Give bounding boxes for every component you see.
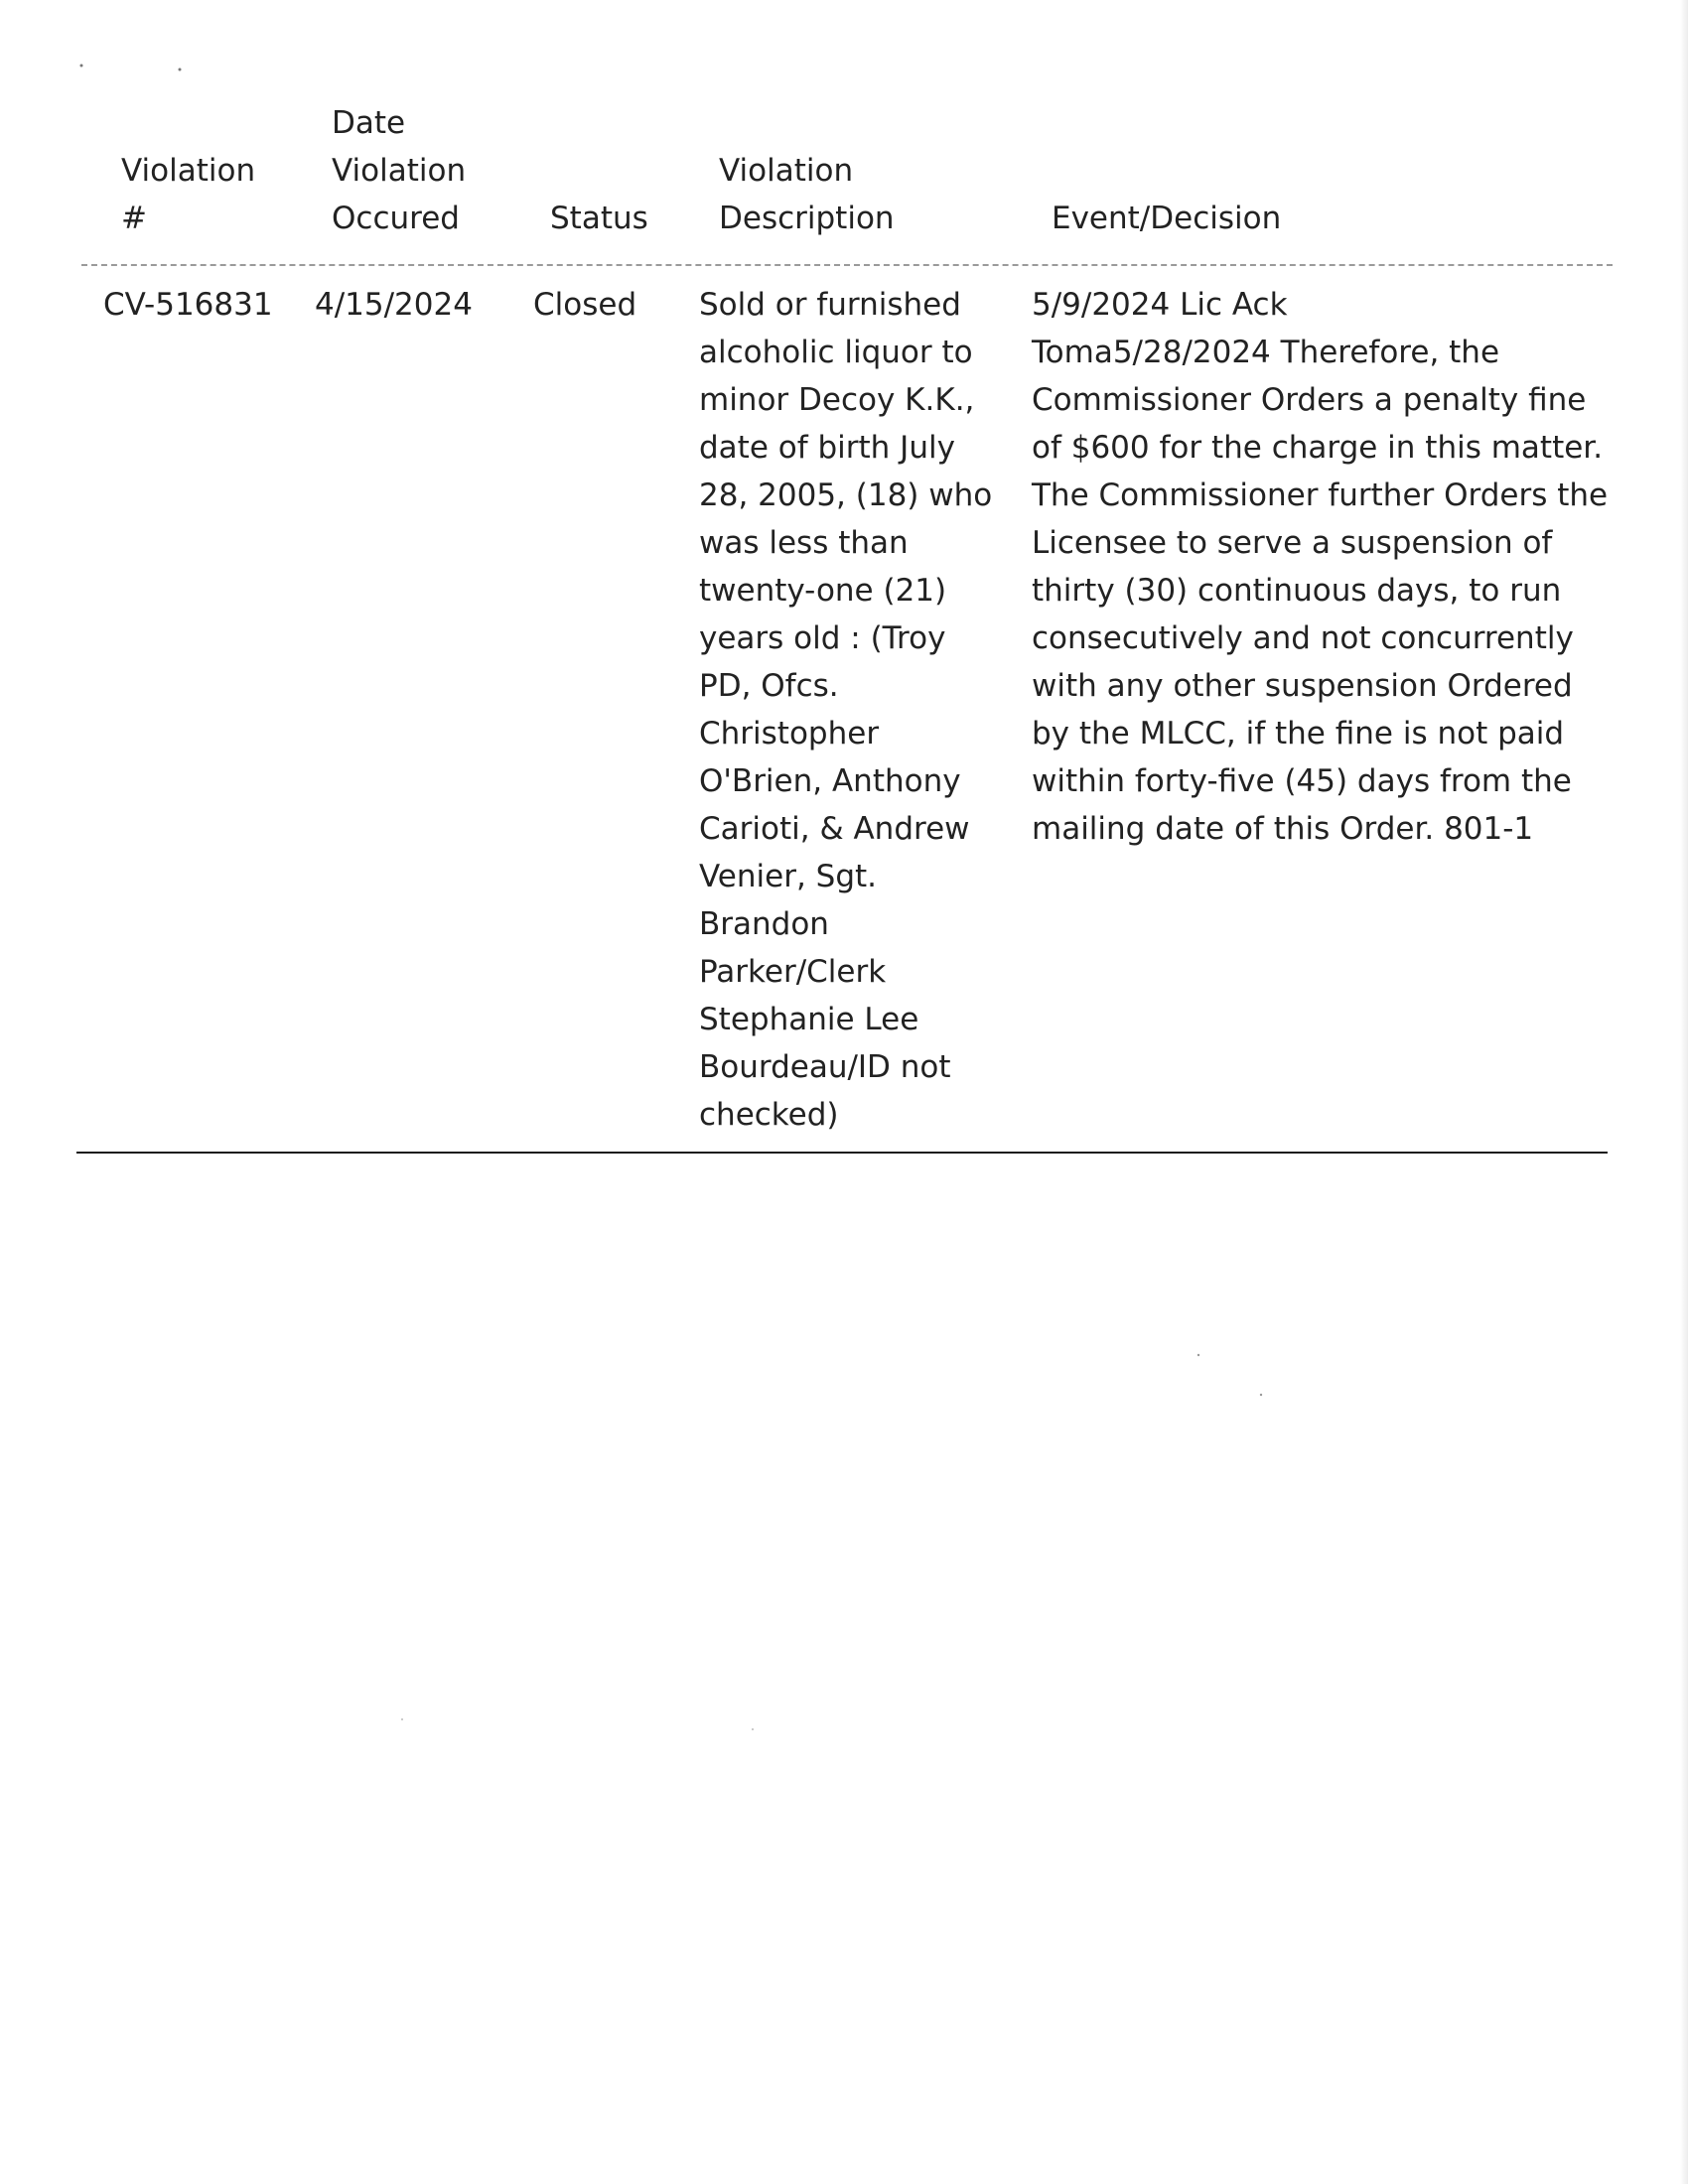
violation-description-cell bbox=[699, 281, 997, 1139]
event-line: thirty (30) continuous days, to run bbox=[1032, 573, 1562, 609]
event-line: 5/9/2024 Lic Ack bbox=[1032, 287, 1288, 323]
header-violation-number: Violation # bbox=[121, 153, 256, 236]
description-line: Parker/Clerk bbox=[699, 954, 887, 990]
date-occurred-cell: 4/15/2024 bbox=[315, 287, 473, 323]
event-line: by the MLCC, if the fine is not paid bbox=[1032, 716, 1565, 751]
table-header bbox=[0, 99, 1688, 248]
status-cell: Closed bbox=[533, 287, 637, 323]
description-line: 28, 2005, (18) who bbox=[699, 478, 993, 513]
description-line: Bourdeau/ID not bbox=[699, 1049, 951, 1085]
description-line: checked) bbox=[699, 1097, 839, 1133]
event-decision-cell bbox=[1032, 281, 1608, 853]
header-violation-description: Violation Description bbox=[719, 153, 895, 236]
header-event-decision: Event/Decision bbox=[1052, 201, 1282, 236]
description-line: O'Brien, Anthony bbox=[699, 763, 961, 799]
description-line: Venier, Sgt. bbox=[699, 859, 878, 894]
table-bottom-divider bbox=[76, 1152, 1608, 1154]
header-divider bbox=[81, 264, 1613, 266]
description-line: minor Decoy K.K., bbox=[699, 382, 975, 418]
description-line: date of birth July bbox=[699, 430, 955, 466]
event-line: of $600 for the charge in this matter. bbox=[1032, 430, 1604, 466]
description-line: Christopher bbox=[699, 716, 880, 751]
event-line: Toma5/28/2024 Therefore, the bbox=[1032, 335, 1500, 370]
description-line: PD, Ofcs. bbox=[699, 668, 839, 704]
header-status: Status bbox=[550, 201, 648, 236]
event-line: mailing date of this Order. 801-1 bbox=[1032, 811, 1534, 847]
description-line: was less than bbox=[699, 525, 909, 561]
event-line: The Commissioner further Orders the bbox=[1032, 478, 1609, 513]
description-line: Sold or furnished bbox=[699, 287, 961, 323]
table-row bbox=[0, 281, 1688, 1135]
description-line: twenty-one (21) bbox=[699, 573, 947, 609]
description-line: years old : (Troy bbox=[699, 620, 946, 656]
event-line: consecutively and not concurrently bbox=[1032, 620, 1574, 656]
description-line: alcoholic liquor to bbox=[699, 335, 973, 370]
event-line: Commissioner Orders a penalty fine bbox=[1032, 382, 1587, 418]
description-line: Carioti, & Andrew bbox=[699, 811, 970, 847]
header-date-occurred: Date Violation Occured bbox=[332, 105, 467, 236]
description-line: Stephanie Lee bbox=[699, 1002, 919, 1037]
event-line: within forty-five (45) days from the bbox=[1032, 763, 1572, 799]
description-line: Brandon bbox=[699, 906, 829, 942]
violation-number-cell: CV-516831 bbox=[103, 287, 273, 323]
event-line: with any other suspension Ordered bbox=[1032, 668, 1573, 704]
event-line: Licensee to serve a suspension of bbox=[1032, 525, 1553, 561]
